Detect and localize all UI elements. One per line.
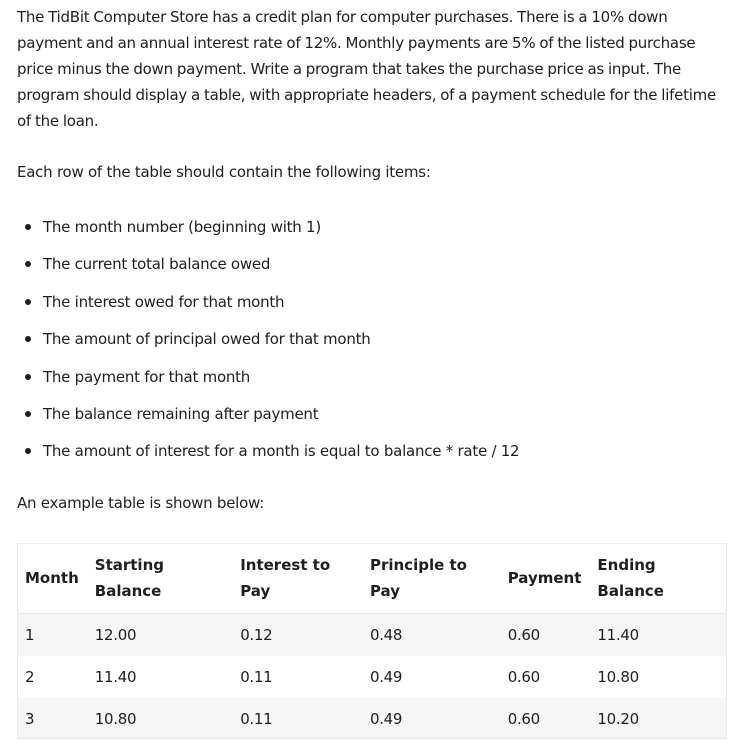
bullet-icon: [25, 448, 31, 454]
list-item-text: The amount of principal owed for that month: [43, 330, 371, 349]
list-item: [25, 440, 519, 477]
bullet-icon: [25, 411, 31, 417]
table-cell: 11.40: [87, 656, 232, 698]
bullet-icon: [25, 299, 31, 305]
list-item: [25, 403, 519, 440]
list-item-text: The interest owed for that month: [43, 292, 285, 311]
list-item-text: The amount of interest for a month is equal to balance * rate / 12: [43, 442, 520, 461]
column-header: Month: [17, 543, 87, 614]
table-cell: 1: [17, 614, 87, 657]
table-cell: 11.40: [589, 614, 727, 657]
bullet-icon: [25, 336, 31, 342]
table-cell: 0.60: [500, 698, 590, 740]
table-cell: 0.49: [362, 698, 500, 740]
payment-schedule-table: [17, 543, 727, 740]
table-cell: 0.60: [500, 614, 590, 657]
intro-paragraph: The TidBit Computer Store has a credit plan for computer purchases. There is a 10% down payment and an annual interest rate of 12%. Monthly payments are 5% of the listed purchase price minus the down payment. Write a program that takes the purchase price as input. The program should display a table, with appropriate headers, of a payment schedule for the lifetime of the loan.: [17, 8, 717, 130]
list-item-text: The payment for that month: [43, 367, 251, 386]
table-row: [17, 656, 727, 698]
table-cell: 0.49: [362, 656, 500, 698]
table-cell: 0.11: [232, 698, 362, 740]
problem-statement: [17, 4, 729, 728]
table-lead-text: An example table is shown below:: [17, 494, 265, 512]
table-cell: 10.80: [87, 698, 232, 740]
table-header-row: [17, 543, 727, 614]
list-item-text: The balance remaining after payment: [43, 404, 319, 423]
bullet-icon: [25, 224, 31, 230]
column-header: Payment: [500, 543, 590, 614]
table-cell: 2: [17, 656, 87, 698]
column-header: Starting Balance: [87, 543, 232, 614]
column-header: Interest to Pay: [232, 543, 362, 614]
list-item: [25, 216, 519, 253]
table-row: [17, 614, 727, 657]
table-cell: 10.80: [589, 656, 727, 698]
table-cell: 0.48: [362, 614, 500, 657]
list-item: [25, 291, 519, 328]
column-header: Ending Balance: [589, 543, 727, 614]
list-item: [25, 328, 519, 365]
bullet-icon: [25, 261, 31, 267]
table-cell: 10.20: [589, 698, 727, 740]
table-row: [17, 698, 727, 740]
list-item: [25, 253, 519, 290]
table-cell: 12.00: [87, 614, 232, 657]
list-item-text: The month number (beginning with 1): [43, 218, 321, 236]
table-cell: 3: [17, 698, 87, 740]
column-header: Principle to Pay: [362, 543, 500, 614]
table-cell: 0.11: [232, 656, 362, 698]
table-cell: 0.12: [232, 614, 362, 657]
table-cell: 0.60: [500, 656, 590, 698]
list-item: [25, 366, 519, 403]
list-item-text: The current total balance owed: [43, 255, 271, 274]
items-list: [25, 216, 519, 478]
bullet-icon: [25, 374, 31, 380]
items-lead-text: Each row of the table should contain the following items:: [17, 163, 431, 181]
